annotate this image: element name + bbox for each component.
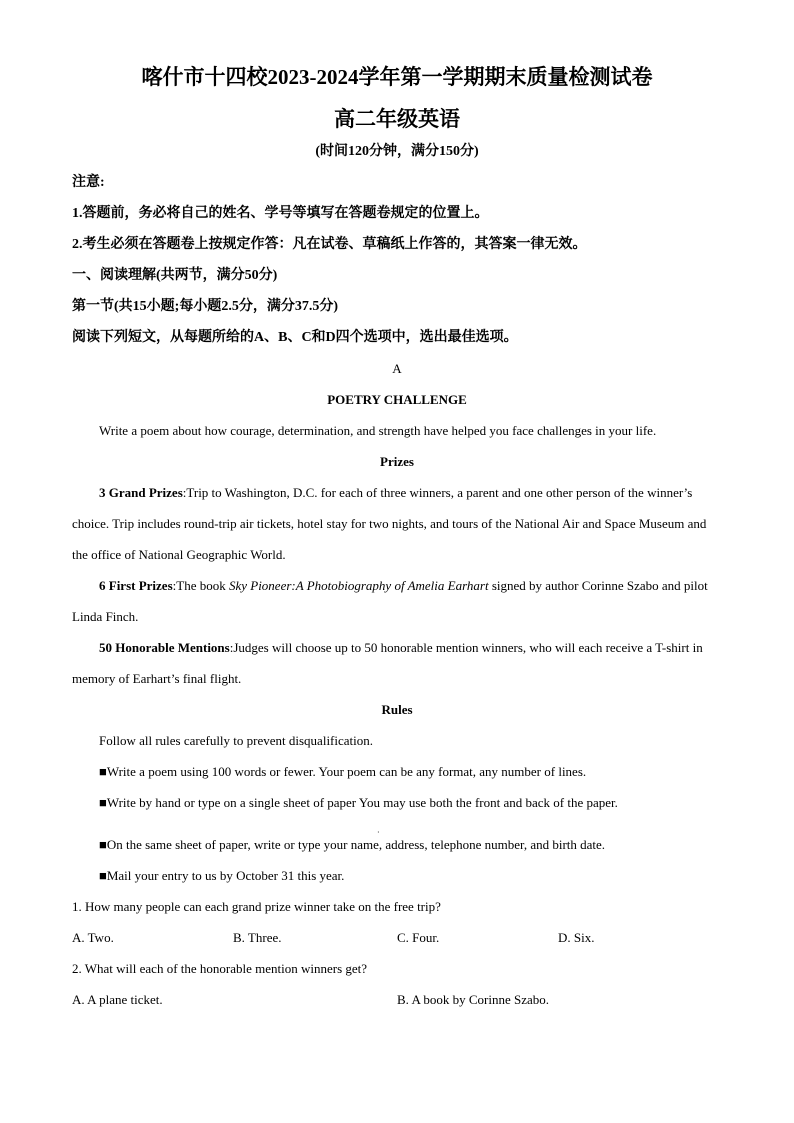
- note-item-1: 1.答题前，务必将自己的姓名、学号等填写在答题卷规定的位置上。: [72, 206, 489, 221]
- book-title: Sky Pioneer:A Photobiography of Amelia Earhart: [228, 578, 489, 593]
- exam-title: 喀什市十四校2023-2024学年第一学期期末质量检测试卷: [141, 65, 653, 89]
- honorable-mentions-text: :Judges will choose up to 50 honorable mention winners, who will each receive a T-shirt in memory of Earhart’s final flight.: [72, 640, 703, 686]
- passage-letter: A: [392, 361, 402, 376]
- rules-intro: Follow all rules carefully to prevent disqualification.: [99, 733, 374, 748]
- exam-page: [72, 62, 722, 1015]
- question-1-options: [72, 922, 722, 953]
- section-heading: 一、阅读理解(共两节，满分50分): [72, 268, 278, 283]
- prizes-heading: Prizes: [380, 454, 414, 469]
- first-prizes-text-a: :The book: [172, 578, 229, 593]
- subsection-heading: 第一节(共15小题;每小题2.5分，满分37.5分): [72, 299, 338, 314]
- q1-option-d[interactable]: D. Six.: [558, 930, 595, 945]
- honorable-mentions-label: 50 Honorable Mentions: [99, 640, 230, 655]
- first-prizes-label: 6 First Prizes: [99, 578, 173, 593]
- q1-option-c[interactable]: C. Four.: [397, 930, 440, 945]
- first-prizes-text-b: signed by author Corinne Szabo and pilot Linda Finch.: [72, 578, 708, 624]
- exam-subtitle: 高二年级英语: [334, 107, 460, 131]
- section-instruction: 阅读下列短文，从每题所给的A、B、C和D四个选项中，选出最佳选项。: [72, 330, 518, 345]
- q1-option-b[interactable]: B. Three.: [233, 930, 282, 945]
- grand-prizes-text: :Trip to Washington, D.C. for each of three winners, a parent and one other person of the winner’s choice. Trip includes round-trip air tickets, hotel stay for two nights, and tours of the National Air and Space Museum and the office of National Geographic World.: [72, 485, 707, 562]
- question-2-stem: 2. What will each of the honorable mention winners get?: [72, 961, 368, 976]
- passage-intro: Write a poem about how courage, determination, and strength have helped you face challenges in your life.: [99, 423, 657, 438]
- first-prizes-paragraph: [72, 570, 722, 632]
- exam-timing: (时间120分钟，满分150分): [315, 144, 479, 159]
- rule-item-1: ■Write a poem using 100 words or fewer. Your poem can be any format, any number of lines.: [99, 764, 587, 779]
- passage-title: POETRY CHALLENGE: [327, 392, 467, 407]
- q2-option-a[interactable]: A. A plane ticket.: [72, 992, 163, 1007]
- rule-item-4: ■Mail your entry to us by October 31 this year.: [99, 868, 345, 883]
- q2-option-b[interactable]: B. A book by Corinne Szabo.: [397, 992, 550, 1007]
- rules-heading: Rules: [381, 702, 413, 717]
- question-1-stem: 1. How many people can each grand prize winner take on the free trip?: [72, 899, 441, 914]
- grand-prizes-label: 3 Grand Prizes: [99, 485, 183, 500]
- grand-prizes-paragraph: [72, 477, 722, 570]
- question-2-options: [72, 984, 722, 1015]
- rule-item-2: ■Write by hand or type on a single sheet of paper You may use both the front and back of the paper.: [99, 795, 618, 810]
- notes-label: 注意:: [72, 175, 105, 190]
- spacer: [72, 818, 722, 829]
- honorable-mentions-paragraph: [72, 632, 722, 694]
- q1-option-a[interactable]: A. Two.: [72, 930, 114, 945]
- rule-item-3: ■On the same sheet of paper, write or type your name, address, telephone number, and birth date.: [99, 837, 606, 852]
- note-item-2: 2.考生必须在答题卷上按规定作答：凡在试卷、草稿纸上作答的，其答案一律无效。: [72, 237, 587, 252]
- stray-dot-mark: ·: [377, 828, 380, 837]
